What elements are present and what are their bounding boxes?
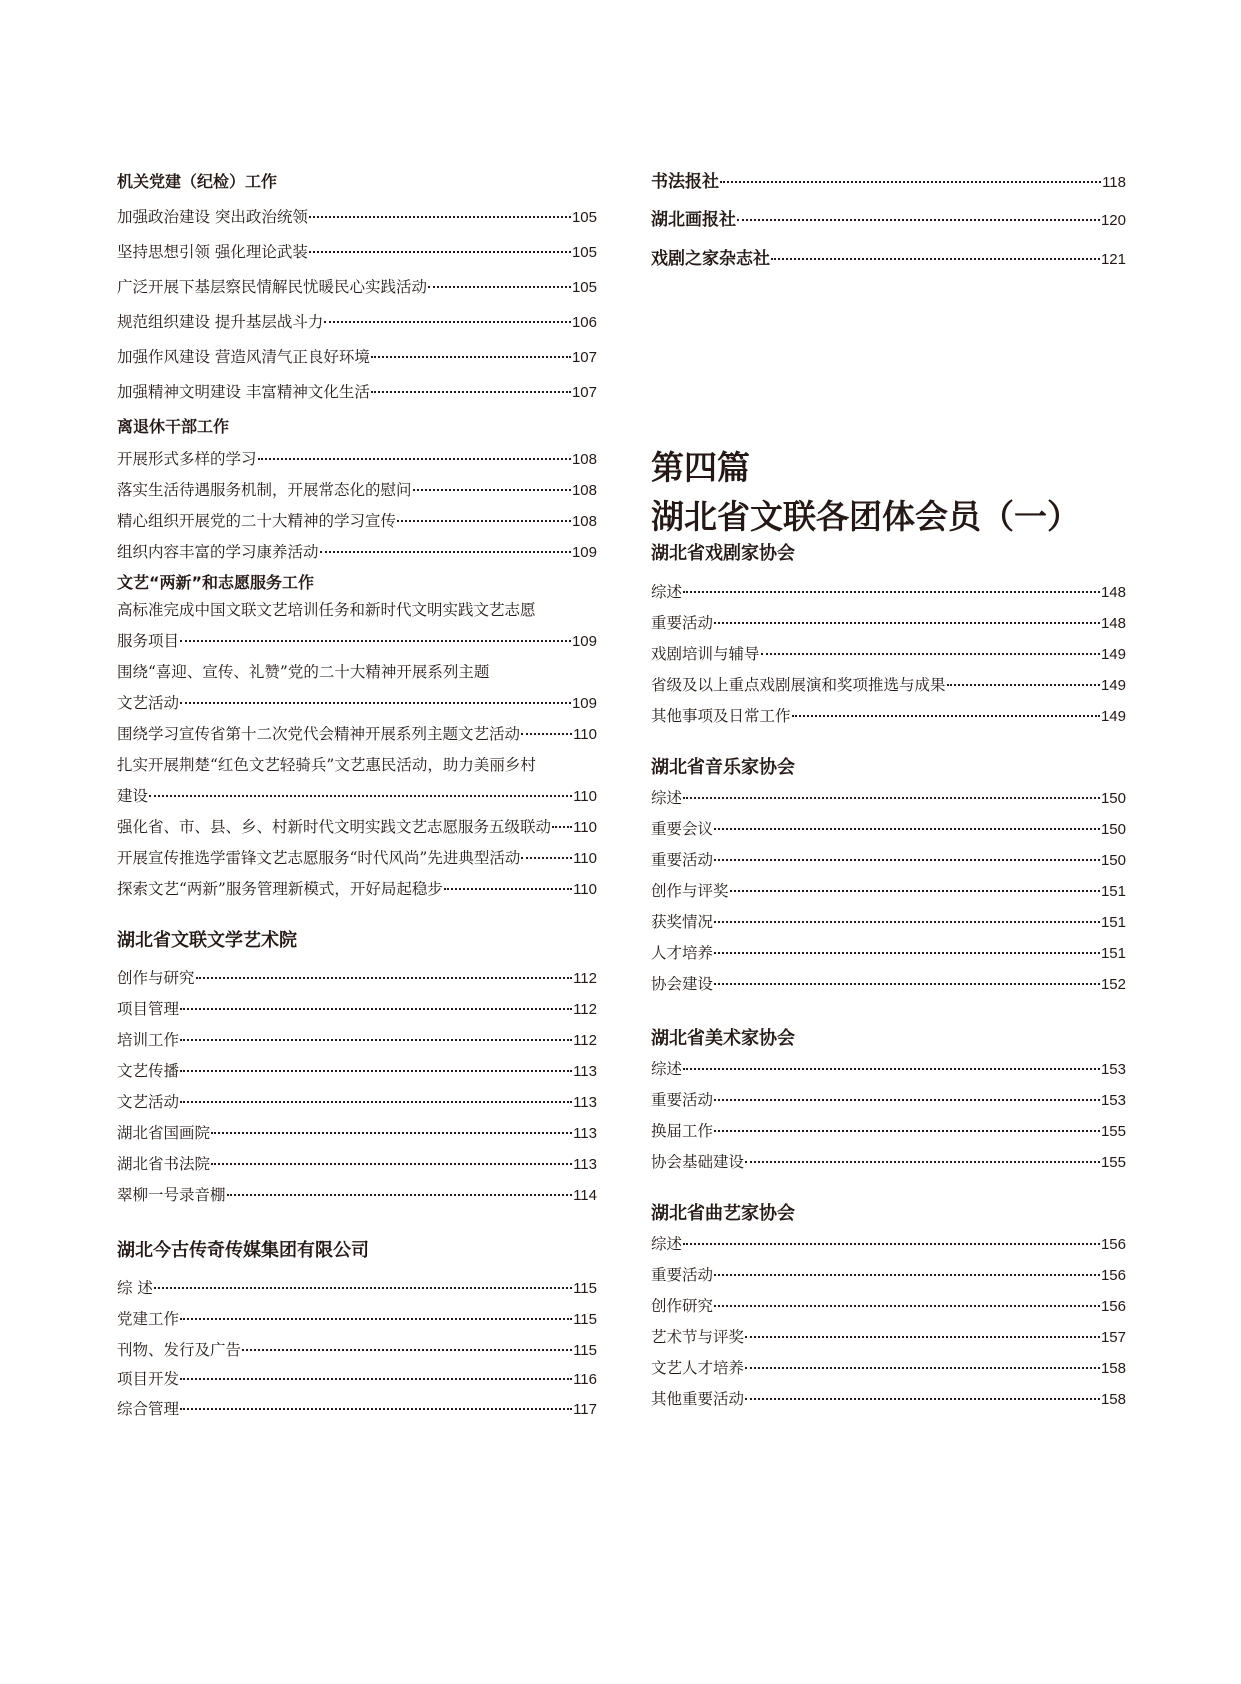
dot-leader — [714, 1273, 1100, 1276]
dot-leader — [413, 488, 571, 491]
entry-title: 换届工作 — [651, 1122, 714, 1140]
entry-title: 协会建设 — [651, 975, 714, 993]
toc-entry[interactable] — [117, 480, 597, 501]
dot-leader — [180, 1069, 572, 1072]
toc-entry[interactable] — [651, 1121, 1126, 1142]
entry-title: 探索文艺“两新”服务管理新模式，开好局起稳步 — [117, 880, 443, 898]
dot-leader — [258, 457, 571, 460]
dot-leader — [180, 1407, 572, 1410]
dot-leader — [521, 732, 572, 735]
dot-leader — [745, 1397, 1100, 1400]
dot-leader — [154, 1286, 572, 1289]
dot-leader — [371, 390, 571, 393]
entry-title: 规范组织建设 提升基层战斗力 — [117, 313, 324, 331]
dot-leader — [714, 1129, 1100, 1132]
dot-leader — [211, 1162, 572, 1165]
entry-title: 创作与评奖 — [651, 882, 729, 900]
dot-leader — [196, 976, 573, 979]
dot-leader — [227, 1193, 573, 1196]
dot-leader — [444, 887, 572, 890]
page-number: 107 — [571, 384, 597, 401]
dot-leader — [552, 825, 572, 828]
toc-entry[interactable] — [117, 449, 597, 470]
page-number: 148 — [1100, 584, 1126, 601]
entry-title: 创作研究 — [651, 1297, 714, 1315]
page-number: 150 — [1100, 821, 1126, 838]
dot-leader — [714, 858, 1100, 861]
dot-leader — [309, 250, 571, 253]
toc-entry[interactable] — [117, 968, 597, 989]
page-number: 155 — [1100, 1123, 1126, 1140]
entry-title: 开展形式多样的学习 — [117, 450, 257, 468]
toc-entry[interactable] — [651, 1358, 1126, 1379]
entry-title: 党建工作 — [117, 1310, 180, 1328]
toc-entry[interactable] — [651, 1389, 1126, 1410]
page-number: 149 — [1100, 646, 1126, 663]
entry-title: 戏剧之家杂志社 — [651, 249, 770, 269]
entry-title: 坚持思想引领 强化理论武装 — [117, 243, 308, 261]
section-heading: 机关党建（纪检）工作 — [117, 172, 278, 191]
toc-entry[interactable] — [651, 850, 1126, 871]
dot-leader — [683, 1067, 1100, 1070]
dot-leader — [180, 1100, 572, 1103]
page-number: 121 — [1100, 251, 1126, 268]
entry-title: 综述 — [651, 1060, 683, 1078]
org-heading: 湖北省戏剧家协会 — [651, 543, 795, 564]
entry-title: 戏剧培训与辅导 — [651, 645, 760, 663]
toc-entry[interactable] — [651, 675, 1126, 696]
dot-leader — [683, 590, 1100, 593]
toc-entry[interactable] — [651, 788, 1126, 809]
dot-leader — [745, 1366, 1100, 1369]
page-number: 115 — [573, 1342, 597, 1359]
entry-title: 开展宣传推选学雷锋文艺志愿服务“时代风尚”先进典型活动 — [117, 849, 521, 867]
toc-entry[interactable] — [117, 1369, 597, 1390]
entry-title: 强化省、市、县、乡、村新时代文明实践文艺志愿服务五级联动 — [117, 818, 552, 836]
dot-leader — [745, 1335, 1100, 1338]
page-number: 115 — [573, 1280, 597, 1297]
toc-entry[interactable] — [117, 1092, 597, 1113]
entry-title: 文艺活动 — [117, 1093, 180, 1111]
toc-entry[interactable] — [651, 644, 1126, 665]
page-number: 112 — [573, 1032, 597, 1049]
toc-entry[interactable] — [651, 1234, 1126, 1255]
part-number: 第四篇 — [651, 448, 750, 487]
toc-entry[interactable] — [117, 1399, 597, 1420]
dot-leader — [714, 827, 1100, 830]
dot-leader — [683, 796, 1100, 799]
page-number: 157 — [1100, 1329, 1126, 1346]
page-number: 156 — [1100, 1298, 1126, 1315]
dot-leader — [180, 1007, 572, 1010]
dot-leader — [324, 320, 571, 323]
entry-title: 文艺人才培养 — [651, 1359, 745, 1377]
entry-title: 高标准完成中国文联文艺培训任务和新时代文明实践文艺志愿 — [117, 601, 536, 619]
org-heading: 湖北省音乐家协会 — [651, 757, 795, 778]
dot-leader — [320, 550, 571, 553]
toc-entry[interactable] — [117, 786, 597, 807]
page-number: 113 — [573, 1094, 597, 1111]
toc-entry[interactable] — [117, 1123, 597, 1144]
dot-leader — [771, 257, 1100, 260]
page-number: 149 — [1100, 708, 1126, 725]
page-number: 109 — [571, 544, 597, 561]
entry-title: 湖北省书法院 — [117, 1155, 211, 1173]
entry-title: 建设 — [117, 787, 149, 805]
org-heading: 湖北省美术家协会 — [651, 1028, 795, 1049]
page-number: 107 — [571, 349, 597, 366]
page-number: 118 — [1102, 174, 1126, 191]
entry-title: 文艺传播 — [117, 1062, 180, 1080]
toc-entry[interactable] — [117, 848, 597, 869]
toc-entry-line1[interactable] — [117, 662, 597, 682]
entry-title: 其他事项及日常工作 — [651, 707, 791, 725]
toc-entry[interactable] — [651, 943, 1126, 964]
entry-title: 湖北省国画院 — [117, 1124, 211, 1142]
page-number: 108 — [571, 513, 597, 530]
entry-title: 其他重要活动 — [651, 1390, 745, 1408]
toc-entry[interactable] — [117, 242, 597, 263]
toc-entry[interactable] — [117, 542, 597, 563]
entry-title: 艺术节与评奖 — [651, 1328, 745, 1346]
toc-entry[interactable] — [117, 631, 597, 652]
toc-entry[interactable] — [651, 912, 1126, 933]
page-number: 150 — [1100, 790, 1126, 807]
toc-entry[interactable] — [117, 1154, 597, 1175]
page-number: 109 — [571, 633, 597, 650]
page-number: 150 — [1100, 852, 1126, 869]
page-number: 120 — [1100, 212, 1126, 229]
page-number: 110 — [573, 788, 597, 805]
page-number: 109 — [571, 695, 597, 712]
entry-title: 综述 — [651, 583, 683, 601]
page-number: 105 — [571, 279, 597, 296]
toc-entry[interactable] — [117, 817, 597, 838]
toc-entry[interactable] — [117, 1309, 597, 1330]
entry-title: 综 述 — [117, 1279, 153, 1297]
dot-leader — [180, 1377, 572, 1380]
page-number: 110 — [573, 850, 597, 867]
entry-title: 扎实开展荆楚“红色文艺轻骑兵”文艺惠民活动，助力美丽乡村 — [117, 756, 536, 774]
dot-leader — [714, 621, 1100, 624]
entry-title: 围绕学习宣传省第十二次党代会精神开展系列主题文艺活动 — [117, 725, 521, 743]
dot-leader — [714, 920, 1100, 923]
entry-title: 湖北画报社 — [651, 210, 736, 230]
entry-title: 综述 — [651, 789, 683, 807]
page-number: 158 — [1100, 1360, 1126, 1377]
dot-leader — [714, 1098, 1100, 1101]
org-heading: 湖北今古传奇传媒集团有限公司 — [117, 1240, 369, 1261]
entry-title: 省级及以上重点戏剧展演和奖项推选与成果 — [651, 676, 946, 694]
dot-leader — [180, 701, 571, 704]
dot-leader — [714, 1304, 1100, 1307]
toc-entry[interactable] — [117, 382, 597, 403]
toc-entry[interactable] — [117, 999, 597, 1020]
entry-title: 获奖情况 — [651, 913, 714, 931]
toc-entry[interactable] — [117, 1278, 597, 1299]
entry-title: 加强精神文明建设 丰富精神文化生活 — [117, 383, 370, 401]
toc-entry[interactable] — [117, 1185, 597, 1206]
toc-entry[interactable] — [117, 207, 597, 228]
dot-leader — [521, 856, 572, 859]
entry-title: 服务项目 — [117, 632, 180, 650]
dot-leader — [947, 683, 1100, 686]
entry-title: 精心组织开展党的二十大精神的学习宣传 — [117, 512, 397, 530]
page-number: 112 — [573, 1001, 597, 1018]
page-number: 115 — [573, 1311, 597, 1328]
dot-leader — [180, 1317, 572, 1320]
page-number: 108 — [571, 451, 597, 468]
toc-entry[interactable] — [117, 879, 597, 900]
entry-title: 重要活动 — [651, 1266, 714, 1284]
entry-title: 项目管理 — [117, 1000, 180, 1018]
dot-leader — [730, 889, 1100, 892]
entry-title: 重要活动 — [651, 1091, 714, 1109]
dot-leader — [180, 1038, 572, 1041]
toc-entry[interactable] — [117, 277, 597, 298]
toc-org-entry[interactable] — [651, 172, 1126, 193]
toc-entry[interactable] — [651, 819, 1126, 840]
toc-entry[interactable] — [651, 582, 1126, 603]
toc-entry[interactable] — [117, 1061, 597, 1082]
dot-leader — [371, 355, 571, 358]
page-number: 113 — [573, 1063, 597, 1080]
page-number: 106 — [571, 314, 597, 331]
toc-entry[interactable] — [651, 881, 1126, 902]
page-number: 105 — [571, 244, 597, 261]
page-number: 155 — [1100, 1154, 1126, 1171]
page-number: 152 — [1100, 976, 1126, 993]
page-number: 148 — [1100, 615, 1126, 632]
dot-leader — [180, 639, 571, 642]
dot-leader — [792, 714, 1100, 717]
toc-entry[interactable] — [651, 974, 1126, 995]
dot-leader — [761, 652, 1100, 655]
entry-title: 加强政治建设 突出政治统领 — [117, 208, 308, 226]
toc-entry[interactable] — [117, 312, 597, 333]
toc-entry[interactable] — [651, 1090, 1126, 1111]
toc-entry[interactable] — [651, 1265, 1126, 1286]
entry-title: 创作与研究 — [117, 969, 195, 987]
entry-title: 落实生活待遇服务机制，开展常态化的慰问 — [117, 481, 412, 499]
toc-entry[interactable] — [117, 1030, 597, 1051]
dot-leader — [428, 285, 571, 288]
dot-leader — [714, 951, 1100, 954]
page-number: 108 — [571, 482, 597, 499]
dot-leader — [720, 180, 1101, 183]
toc-entry[interactable] — [117, 1340, 597, 1361]
entry-title: 加强作风建设 营造风清气正良好环境 — [117, 348, 370, 366]
org-heading: 湖北省曲艺家协会 — [651, 1203, 795, 1224]
page-number: 110 — [573, 726, 597, 743]
part-title: 湖北省文联各团体会员（一） — [651, 497, 1080, 536]
toc-entry[interactable] — [117, 347, 597, 368]
toc-entry[interactable] — [651, 1152, 1126, 1173]
entry-title: 综合管理 — [117, 1400, 180, 1418]
dot-leader — [309, 215, 571, 218]
dot-leader — [397, 519, 571, 522]
dot-leader — [714, 982, 1100, 985]
toc-org-entry[interactable] — [651, 210, 1126, 231]
entry-title: 组织内容丰富的学习康养活动 — [117, 543, 319, 561]
entry-title: 人才培养 — [651, 944, 714, 962]
dot-leader — [242, 1348, 572, 1351]
dot-leader — [737, 218, 1100, 221]
toc-entry-line1[interactable] — [117, 755, 597, 775]
page-number: 151 — [1100, 914, 1126, 931]
entry-title: 综述 — [651, 1235, 683, 1253]
section-heading: 文艺“两新”和志愿服务工作 — [117, 573, 315, 592]
entry-title: 翠柳一号录音棚 — [117, 1186, 226, 1204]
dot-leader — [745, 1160, 1100, 1163]
page-number: 112 — [573, 970, 597, 987]
toc-entry-line1[interactable] — [117, 600, 597, 620]
entry-title: 重要会议 — [651, 820, 714, 838]
page-number: 156 — [1100, 1236, 1126, 1253]
page-number: 149 — [1100, 677, 1126, 694]
section-heading: 离退休干部工作 — [117, 417, 230, 436]
entry-title: 协会基础建设 — [651, 1153, 745, 1171]
org-heading: 湖北省文联文学艺术院 — [117, 930, 297, 951]
entry-title: 围绕“喜迎、宣传、礼赞”党的二十大精神开展系列主题 — [117, 663, 490, 681]
page-number: 117 — [573, 1401, 597, 1418]
dot-leader — [683, 1242, 1100, 1245]
toc-entry[interactable] — [651, 1059, 1126, 1080]
page-number: 158 — [1100, 1391, 1126, 1408]
dot-leader — [149, 794, 572, 797]
toc-entry[interactable] — [117, 693, 597, 714]
page-number: 114 — [573, 1187, 597, 1204]
entry-title: 重要活动 — [651, 851, 714, 869]
entry-title: 重要活动 — [651, 614, 714, 632]
toc-entry[interactable] — [651, 1327, 1126, 1348]
toc-entry[interactable] — [651, 1296, 1126, 1317]
entry-title: 书法报社 — [651, 172, 719, 192]
page-number: 116 — [573, 1371, 597, 1388]
page-number: 153 — [1100, 1061, 1126, 1078]
toc-org-entry[interactable] — [651, 249, 1126, 270]
page-number: 153 — [1100, 1092, 1126, 1109]
page-number: 156 — [1100, 1267, 1126, 1284]
toc-entry[interactable] — [651, 613, 1126, 634]
toc-entry[interactable] — [117, 511, 597, 532]
page-number: 113 — [573, 1125, 597, 1142]
entry-title: 广泛开展下基层察民情解民忧暖民心实践活动 — [117, 278, 428, 296]
toc-entry[interactable] — [117, 724, 597, 745]
page-number: 110 — [573, 881, 597, 898]
page-number: 151 — [1100, 883, 1126, 900]
toc-entry[interactable] — [651, 706, 1126, 727]
dot-leader — [211, 1131, 572, 1134]
entry-title: 项目开发 — [117, 1370, 180, 1388]
entry-title: 培训工作 — [117, 1031, 180, 1049]
page-number: 105 — [571, 209, 597, 226]
page-number: 151 — [1100, 945, 1126, 962]
page-number: 110 — [573, 819, 597, 836]
entry-title: 刊物、发行及广告 — [117, 1341, 242, 1359]
entry-title: 文艺活动 — [117, 694, 180, 712]
page-number: 113 — [573, 1156, 597, 1173]
